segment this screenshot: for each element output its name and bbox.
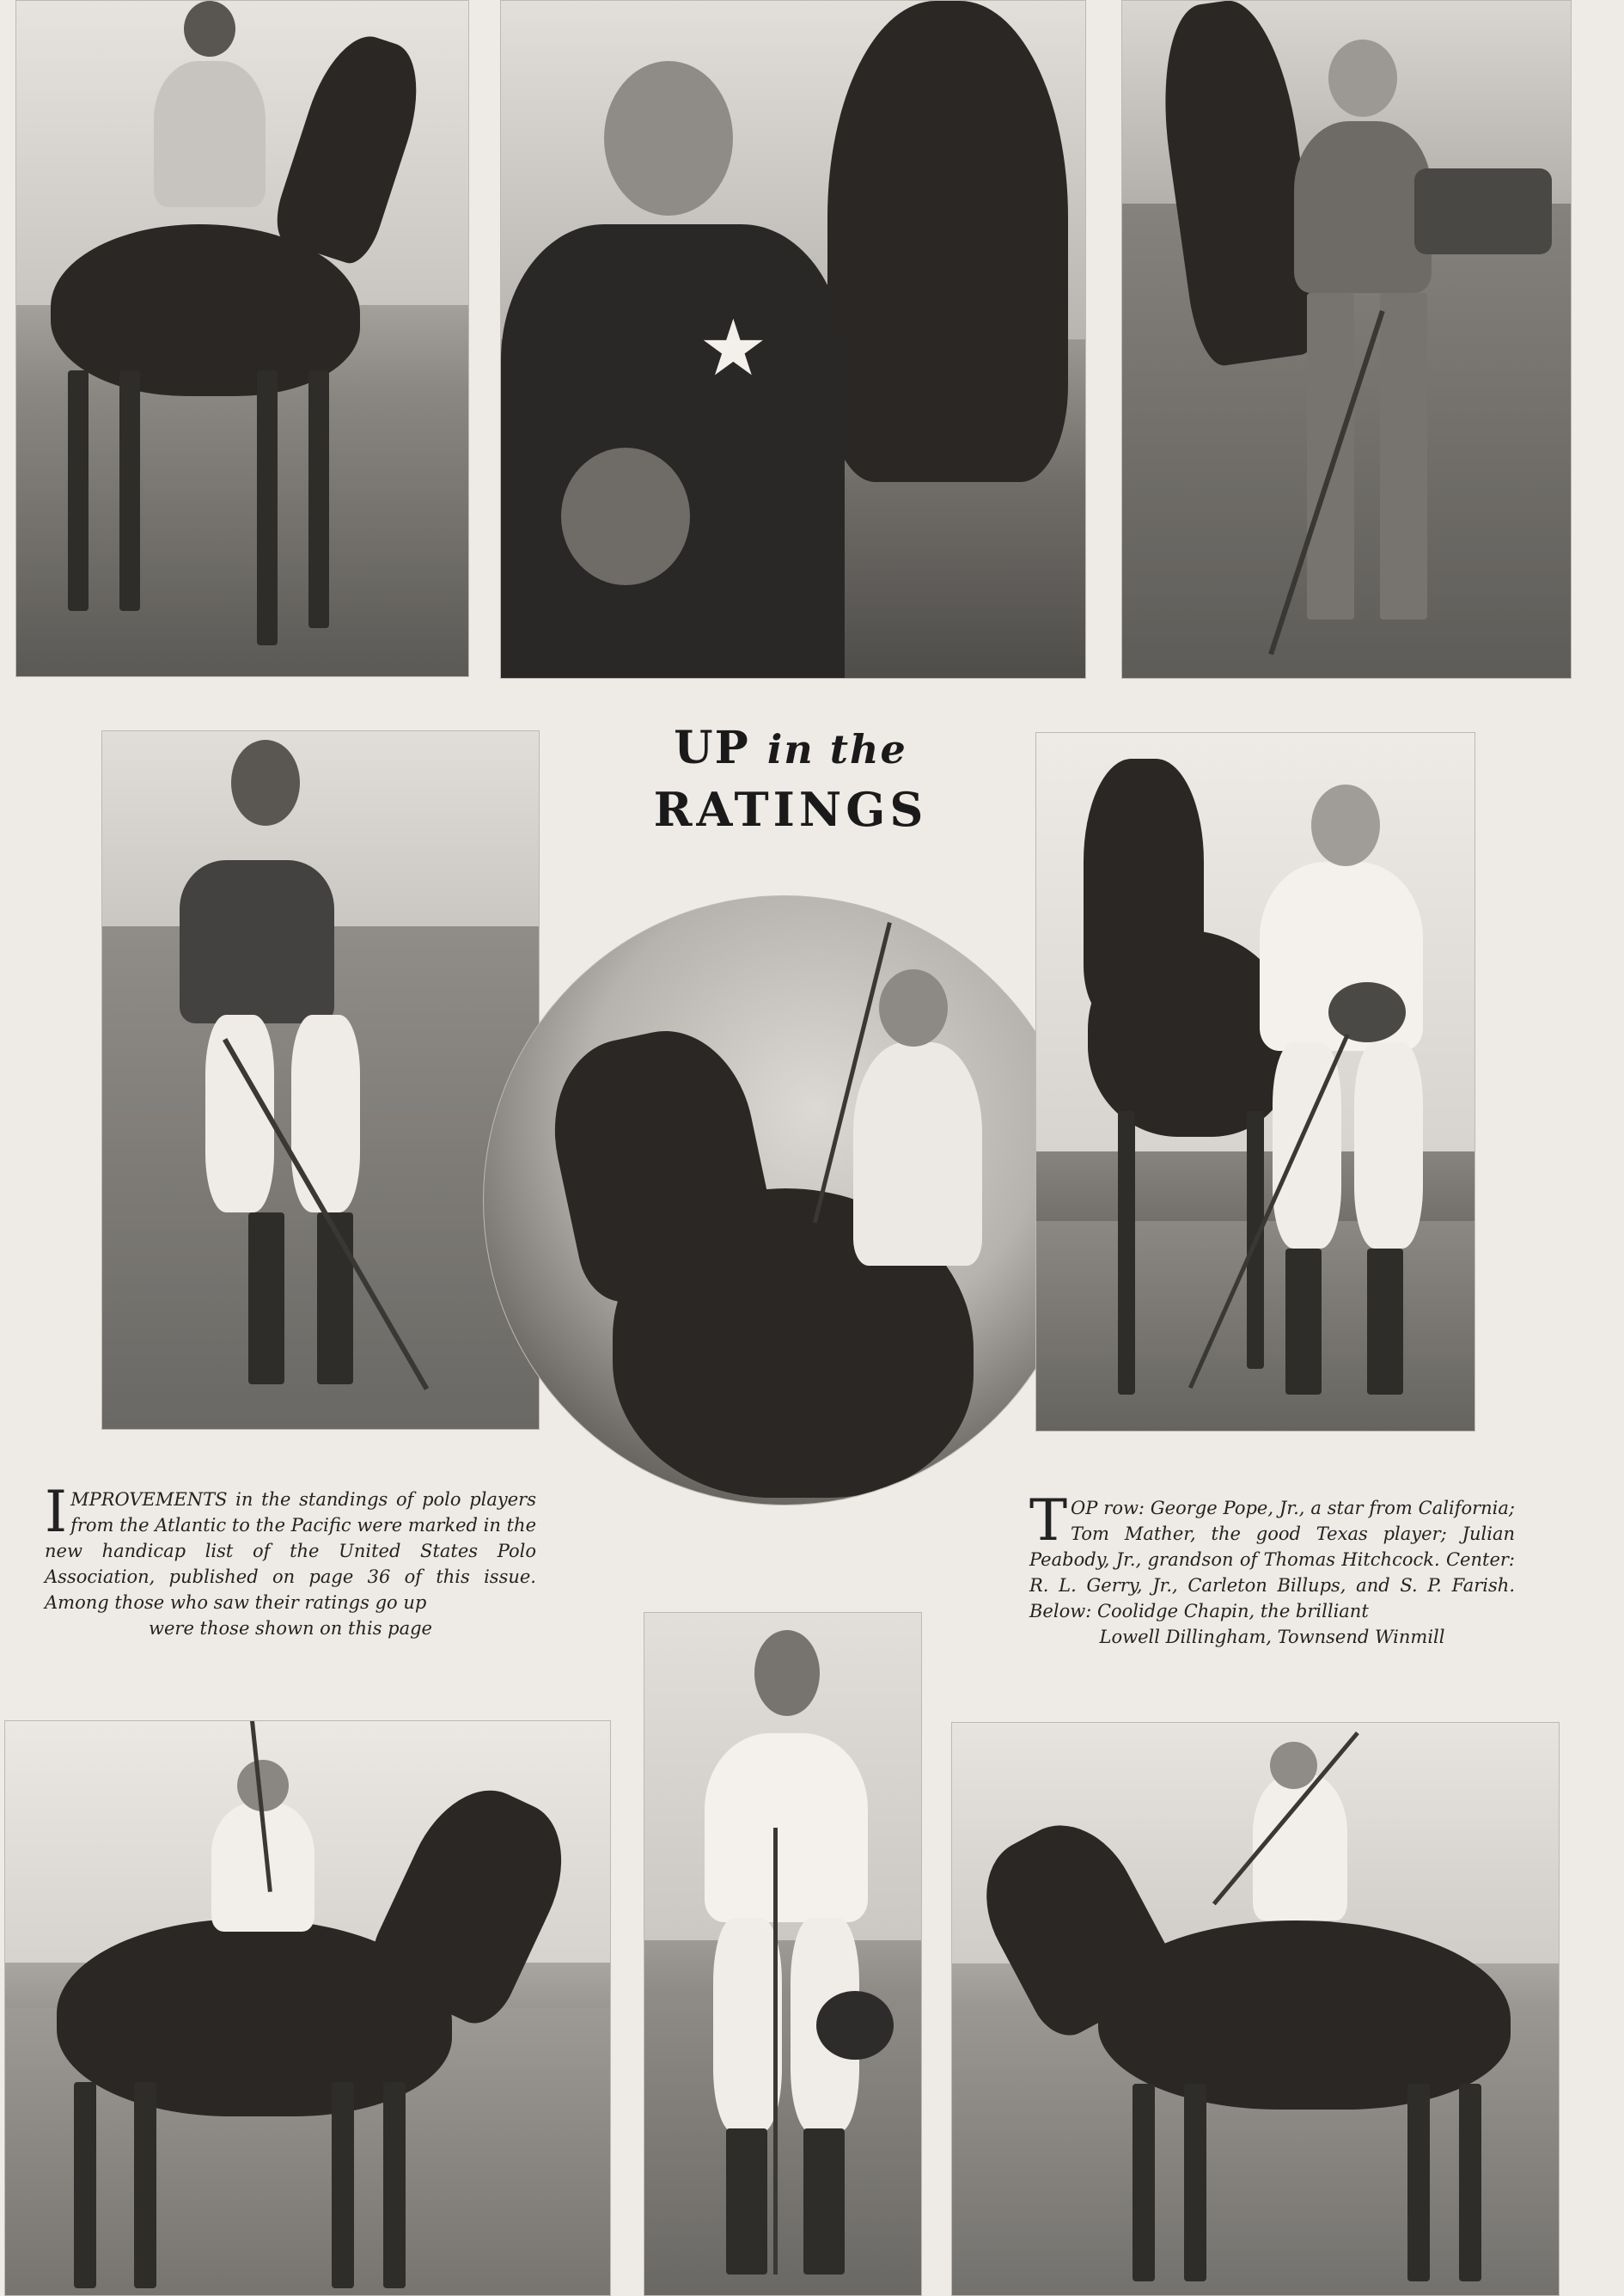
page-title-line2: RATINGS xyxy=(653,782,928,837)
photo-lowell-dillingham xyxy=(644,1612,922,2296)
photo-townsend-winmill xyxy=(951,1722,1560,2296)
photo-rl-gerry xyxy=(101,730,540,1430)
intro-caption xyxy=(45,1479,536,1641)
page-title-line1: UP in the xyxy=(674,722,907,774)
intro-caption-last-line: were those shown on this page xyxy=(149,1618,432,1639)
photo-carleton-billups xyxy=(483,895,1086,1505)
photo-julian-peabody xyxy=(1121,0,1572,679)
intro-dropcap: I xyxy=(45,1479,68,1545)
players-caption-text: OP row: George Pope, Jr., a star from California; Tom Mather, the good Texas player; Julian Peabody, Jr., grandson of Thomas Hitchcock. Center: R. L. Gerry, Jr., Carleton Billups, and S. P. Farish. Below: Coolidge Chapin, the brilliant xyxy=(1029,1498,1515,1621)
players-caption xyxy=(1029,1487,1515,1650)
star-emblem-icon: ★ xyxy=(699,303,768,394)
photo-coolidge-chapin xyxy=(4,1720,611,2296)
photo-tom-mather xyxy=(500,0,1086,679)
photo-george-pope xyxy=(15,0,469,677)
photo-sp-farish xyxy=(1035,732,1475,1432)
intro-caption-text: MPROVEMENTS in the standings of polo players from the Atlantic to the Pacific were marked in the new handicap list of the United States Polo Association, published on page 36 of this issue. Among those who saw their ratings go up xyxy=(45,1489,536,1613)
players-caption-last-line: Lowell Dillingham, Townsend Winmill xyxy=(1099,1627,1445,1647)
players-dropcap: T xyxy=(1029,1487,1068,1554)
